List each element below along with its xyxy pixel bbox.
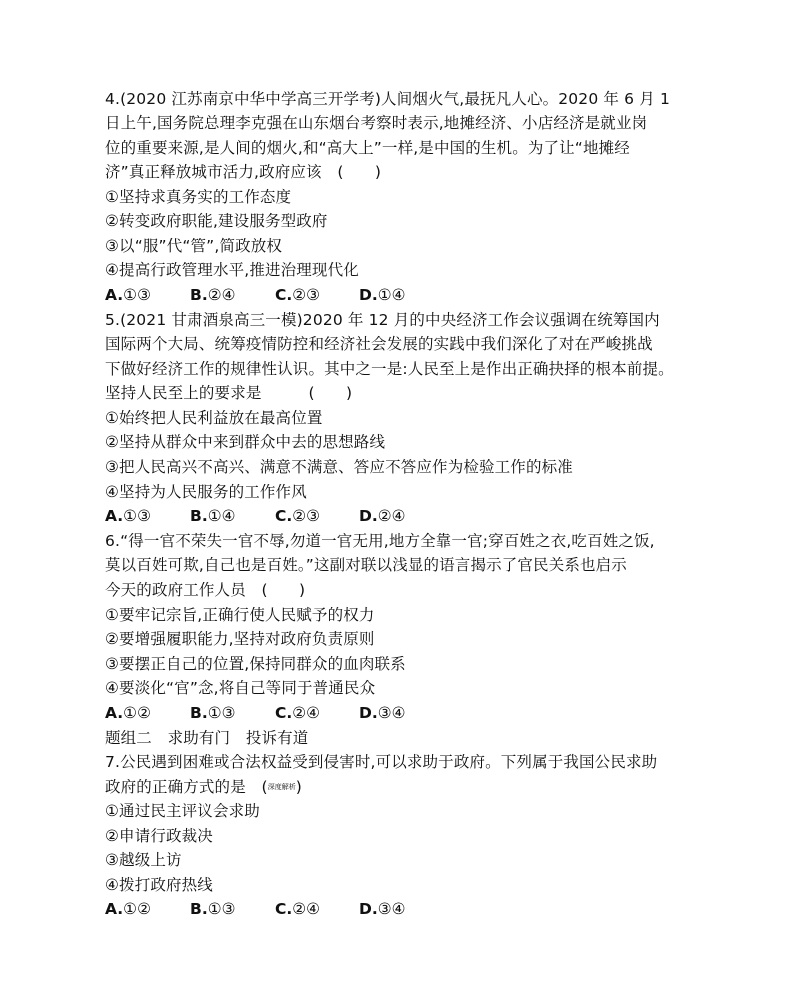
q5-option-c: C.②③: [275, 507, 321, 525]
q4-stem-line-2: 日上午,国务院总理李克强在山东烟台考察时表示,地摊经济、小店经济是就业岗: [105, 114, 648, 132]
q4-statement-2: ②转变政府职能,建设服务型政府: [105, 212, 328, 230]
q4-stem-line-4: 济”真正释放城市活力,政府应该 ( ): [105, 163, 382, 181]
q7-option-c: C.②④: [275, 900, 321, 918]
q4-statement-3: ③以“服”代“管”,简政放权: [105, 237, 283, 255]
q4-option-c: C.②③: [275, 286, 321, 304]
q7-option-a: A.①②: [105, 900, 151, 918]
q5-option-d: D.②④: [359, 507, 406, 525]
q4-option-d: D.①④: [359, 286, 406, 304]
q5-stem-line-2: 国际两个大局、统筹疫情防控和经济社会发展的实践中我们深化了对在严峻挑战: [105, 335, 653, 353]
q7-statement-3: ③越级上访: [105, 851, 182, 869]
group-heading: 题组二 求助有门 投诉有道: [105, 729, 309, 747]
q6-stem-line-3: 今天的政府工作人员 ( ): [105, 581, 306, 599]
q5-stem-line-1: 5.(2021 甘肃酒泉高三一模)2020 年 12 月的中央经济工作会议强调在统筹国内: [105, 311, 660, 329]
deep-analysis-tag: 深度解析: [267, 783, 296, 791]
q5-stem-line-3: 下做好经济工作的规律性认识。其中之一是:人民至上是作出正确抉择的根本前提。: [105, 360, 674, 378]
q6-option-b: B.①③: [190, 704, 236, 722]
q7-option-d: D.③④: [359, 900, 406, 918]
q5-stem-line-4: 坚持人民至上的要求是 ( ): [105, 384, 353, 402]
q7-statement-2: ②申请行政裁决: [105, 827, 213, 845]
q5-statement-2: ②坚持从群众中来到群众中去的思想路线: [105, 433, 386, 451]
q5-statement-1: ①始终把人民利益放在最高位置: [105, 409, 323, 427]
q6-statement-3: ③要摆正自己的位置,保持同群众的血肉联系: [105, 655, 406, 673]
q7-stem-line-2: 政府的正确方式的是 (深度解析): [105, 778, 302, 796]
q6-statement-4: ④要淡化“官”念,将自己等同于普通民众: [105, 679, 376, 697]
q7-statement-1: ①通过民主评议会求助: [105, 802, 260, 820]
q6-statement-2: ②要增强履职能力,坚持对政府负责原则: [105, 630, 375, 648]
q6-option-a: A.①②: [105, 704, 151, 722]
q6-stem-line-1: 6.“得一官不荣失一官不辱,勿道一官无用,地方全靠一官;穿百姓之衣,吃百姓之饭,: [105, 532, 655, 550]
q6-option-c: C.②④: [275, 704, 321, 722]
q4-statement-4: ④提高行政管理水平,推进治理现代化: [105, 261, 359, 279]
q7-statement-4: ④拨打政府热线: [105, 876, 213, 894]
q7-option-b: B.①③: [190, 900, 236, 918]
q4-option-b: B.②④: [190, 286, 236, 304]
q6-statement-1: ①要牢记宗旨,正确行使人民赋予的权力: [105, 606, 375, 624]
q5-option-b: B.①④: [190, 507, 236, 525]
q7-stem-line-1: 7.公民遇到困难或合法权益受到侵害时,可以求助于政府。下列属于我国公民求助: [105, 753, 658, 771]
q4-stem-line-1: 4.(2020 江苏南京中华中学高三开学考)人间烟火气,最抚凡人心。2020 年 6 月 1: [105, 90, 670, 108]
q4-option-a: A.①③: [105, 286, 151, 304]
q6-option-d: D.③④: [359, 704, 406, 722]
q4-statement-1: ①坚持求真务实的工作态度: [105, 188, 292, 206]
q5-statement-4: ④坚持为人民服务的工作作风: [105, 483, 307, 501]
q5-option-a: A.①③: [105, 507, 151, 525]
q6-stem-line-2: 莫以百姓可欺,自己也是百姓。”这副对联以浅显的语言揭示了官民关系也启示: [105, 556, 627, 574]
q4-stem-line-3: 位的重要来源,是人间的烟火,和“高大上”一样,是中国的生机。为了让“地摊经: [105, 139, 630, 157]
q5-statement-3: ③把人民高兴不高兴、满意不满意、答应不答应作为检验工作的标准: [105, 458, 573, 476]
